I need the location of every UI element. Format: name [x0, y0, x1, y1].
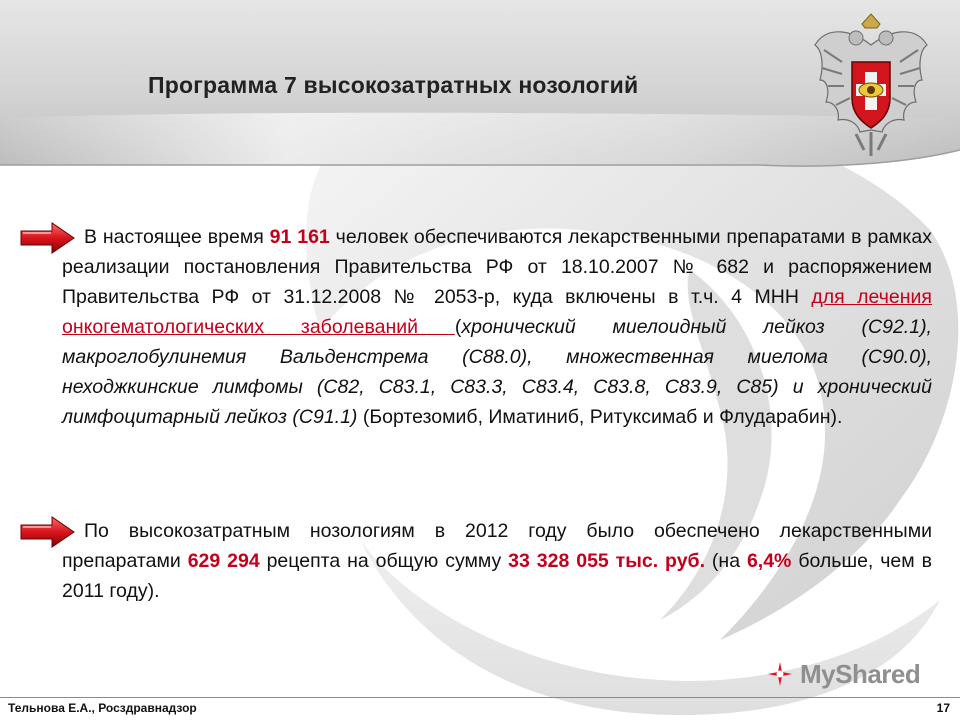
patients-count-highlight: 91 161: [269, 226, 330, 248]
total-sum-highlight: 33 328 055 тыс. руб.: [508, 550, 706, 572]
double-headed-eagle-emblem: [812, 10, 930, 160]
red-arrow-bullet-icon: [18, 221, 76, 255]
oncohematology-link[interactable]: для лечения онкогематологических заболеваний: [62, 286, 932, 338]
text-segment: человек обеспечиваются лекарственными препаратами в рамках реализации постановления Правительства РФ от 18.10.2007 № 682 и распоряжением Правительства РФ от 31.12.2008 № 2053-р, куда включены в т.ч. 4 МНН: [62, 226, 932, 308]
growth-percent-highlight: 6,4%: [746, 550, 792, 572]
text-segment: больше, чем в 2011 году).: [62, 550, 932, 602]
footer-author: Тельнова Е.А., Росздравнадзор: [8, 701, 197, 715]
paragraph-prescriptions-2012: [62, 516, 932, 606]
text-segment: По высокозатратным нозологиям в 2012 году было обеспечено лекарственными препаратами: [62, 520, 932, 572]
footer-divider: [0, 697, 960, 698]
slide-title: Программа 7 высокозатратных нозологий: [148, 72, 639, 98]
text-segment: рецепта на общую сумму: [259, 550, 509, 572]
watermark-text: MyShared: [800, 658, 921, 689]
text-segment: (на: [705, 550, 747, 572]
myshared-logo-icon: [766, 660, 794, 688]
prescriptions-count-highlight: 629 294: [187, 550, 260, 572]
red-arrow-bullet-icon: [18, 515, 76, 549]
page-number: 17: [936, 701, 950, 715]
paragraph-treated-patients: [62, 222, 932, 432]
myshared-watermark: [766, 660, 920, 688]
diagnoses-list: хронический миелоидный лейкоз (С92.1), макроглобулинемия Вальденстрема (С88.0), множественная миелома (С90.0), неходжкинские лимфомы (С82, С83.1, С83.3, С83.4, С83.8, С83.9, С85) и хронический лимфоцитарный лейкоз (С91.1): [62, 316, 932, 428]
text-segment: В настоящее время: [84, 226, 270, 248]
text-segment: (Бортезомиб, Иматиниб, Ритуксимаб и Флударабин).: [357, 406, 843, 428]
text-segment: (: [454, 316, 462, 338]
